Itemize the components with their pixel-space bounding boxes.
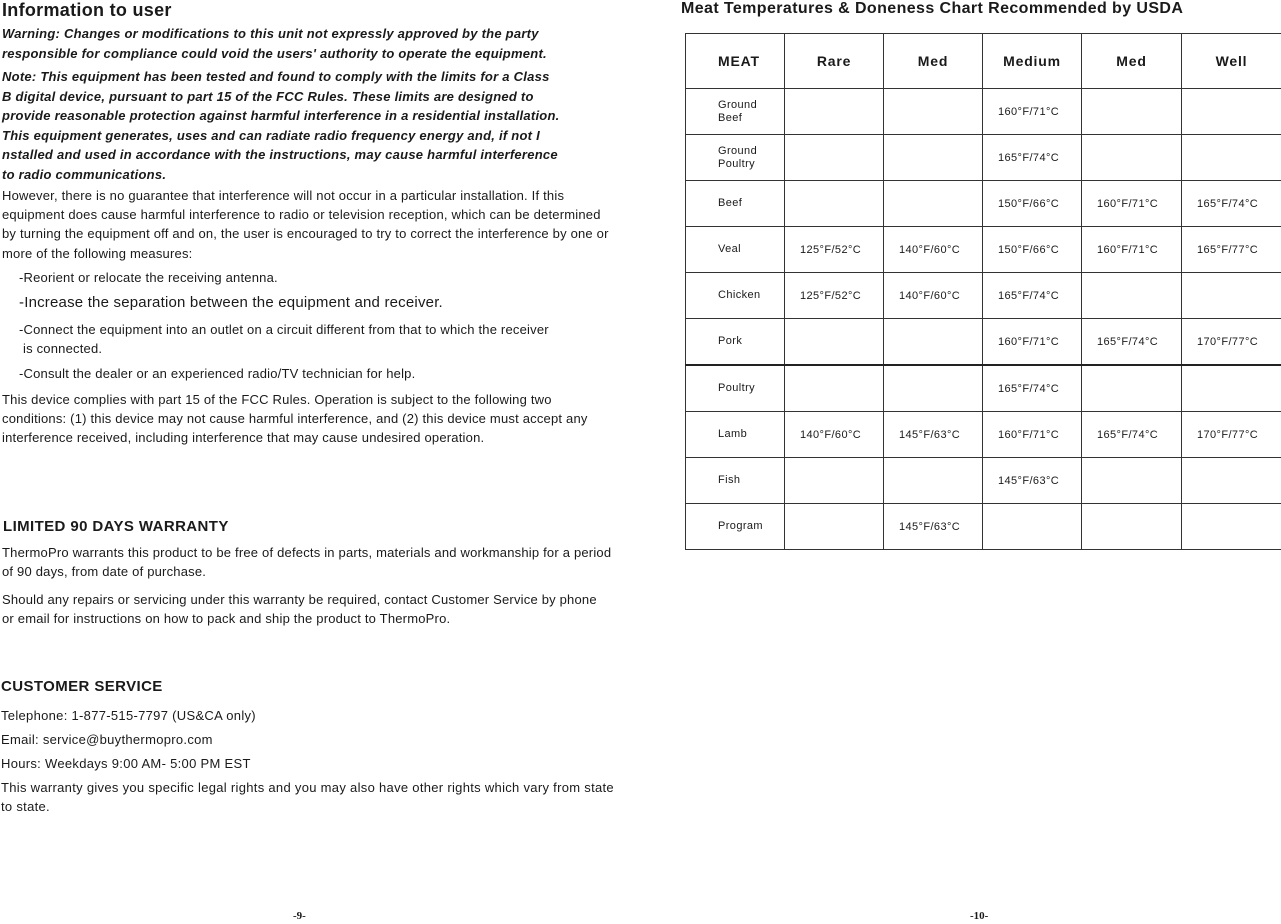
temp-cell-well bbox=[1182, 273, 1281, 319]
temp-cell-well: 165°F/74°C bbox=[1182, 181, 1281, 227]
temp-cell-well: 170°F/77°C bbox=[1182, 319, 1281, 366]
table-body bbox=[686, 89, 1281, 550]
column-header-med-rare: Med bbox=[884, 34, 983, 89]
temp-cell-med-rare bbox=[884, 181, 983, 227]
meat-name-cell bbox=[686, 181, 785, 227]
warranty-paragraph: ThermoPro warrants this product to be free of defects in parts, materials and workmanship for a period of 90 days, from date of purchase. bbox=[2, 545, 612, 580]
temp-cell-medium: 165°F/74°C bbox=[983, 135, 1082, 181]
table-row bbox=[686, 365, 1281, 412]
temp-cell-well bbox=[1182, 89, 1281, 135]
meat-name: Poultry bbox=[718, 157, 756, 170]
temp-cell-medium: 150°F/66°C bbox=[983, 181, 1082, 227]
column-header-medium: Medium bbox=[983, 34, 1082, 89]
note-line: B digital device, pursuant to part 15 of the FCC Rules. These limits are designed to bbox=[2, 88, 534, 104]
temp-cell-well bbox=[1182, 365, 1281, 412]
temp-cell-rare: 125°F/52°C bbox=[785, 273, 884, 319]
temp-cell-med-rare: 140°F/60°C bbox=[884, 273, 983, 319]
note-line: to radio communications. bbox=[2, 166, 167, 182]
meat-name: Lamb bbox=[718, 428, 748, 440]
temp-cell-medium bbox=[983, 504, 1082, 550]
table-row bbox=[686, 412, 1281, 458]
temp-cell-med-rare bbox=[884, 319, 983, 366]
temp-cell-rare bbox=[785, 319, 884, 366]
temp-cell-med-well bbox=[1082, 365, 1182, 412]
measure-item: -Connect the equipment into an outlet on a circuit different from that to which the receiver bbox=[19, 322, 549, 337]
temp-cell-med-well bbox=[1082, 273, 1182, 319]
temp-cell-rare bbox=[785, 181, 884, 227]
temp-cell-med-rare: 145°F/63°C bbox=[884, 504, 983, 550]
temp-cell-well: 165°F/77°C bbox=[1182, 227, 1281, 273]
temp-cell-medium: 145°F/63°C bbox=[983, 458, 1082, 504]
meat-name: Beef bbox=[718, 197, 743, 209]
column-header-med-well: Med bbox=[1082, 34, 1182, 89]
page-number-left: -9- bbox=[293, 910, 306, 922]
temp-cell-med-rare bbox=[884, 135, 983, 181]
warning-text: Warning: Changes or modifications to this unit not expressly approved by the party responsible for compliance could void the users' authority to operate the equipment. bbox=[2, 26, 547, 61]
table-row bbox=[686, 135, 1281, 181]
warranty-title: LIMITED 90 DAYS WARRANTY bbox=[3, 518, 229, 535]
meat-name-cell bbox=[686, 365, 785, 412]
meat-name-cell bbox=[686, 89, 785, 135]
table-row bbox=[686, 181, 1281, 227]
page-number-right: -10- bbox=[970, 910, 989, 922]
temp-cell-med-rare: 140°F/60°C bbox=[884, 227, 983, 273]
meat-name: Veal bbox=[718, 243, 742, 255]
note-line: nstalled and used in accordance with the instructions, may cause harmful interference bbox=[2, 147, 558, 163]
table-header-row bbox=[686, 34, 1281, 89]
meat-name-cell bbox=[686, 412, 785, 458]
temp-cell-med-rare bbox=[884, 365, 983, 412]
temp-cell-rare bbox=[785, 504, 884, 550]
table-row bbox=[686, 273, 1281, 319]
temp-cell-medium: 160°F/71°C bbox=[983, 412, 1082, 458]
temp-cell-well: 170°F/77°C bbox=[1182, 412, 1281, 458]
temp-cell-med-rare: 145°F/63°C bbox=[884, 412, 983, 458]
temp-cell-medium: 160°F/71°C bbox=[983, 319, 1082, 366]
meat-name-cell bbox=[686, 504, 785, 550]
meat-name-cell bbox=[686, 135, 785, 181]
temp-cell-med-well bbox=[1082, 458, 1182, 504]
table-row bbox=[686, 89, 1281, 135]
temp-cell-well bbox=[1182, 458, 1281, 504]
however-paragraph: However, there is no guarantee that interference will not occur in a particular installation. If this equipment does cause harmful interference to radio or television reception, which can be determined by turning the equipment off and on, the user is encouraged to try to correct the interference by one or more of the following measures: bbox=[2, 188, 609, 261]
column-header-rare: Rare bbox=[785, 34, 884, 89]
meat-name-cell bbox=[686, 458, 785, 504]
temp-cell-rare bbox=[785, 365, 884, 412]
measure-item: -Consult the dealer or an experienced radio/TV technician for help. bbox=[19, 366, 416, 381]
meat-name: Beef bbox=[718, 111, 743, 124]
note-line: provide reasonable protection against harmful interference in a residential installation. bbox=[2, 108, 560, 124]
note-block bbox=[2, 67, 610, 185]
meat-name-cell bbox=[686, 273, 785, 319]
complies-paragraph: This device complies with part 15 of the FCC Rules. Operation is subject to the following two conditions: (1) this device may not cause harmful interference, and (2) this device must accept any interference received, including interference that may cause undesired operation. bbox=[2, 392, 588, 446]
temp-cell-well bbox=[1182, 504, 1281, 550]
customer-service-title: CUSTOMER SERVICE bbox=[1, 678, 163, 695]
temp-cell-med-well: 165°F/74°C bbox=[1082, 319, 1182, 366]
temp-cell-med-well bbox=[1082, 89, 1182, 135]
meat-name: Poultry bbox=[718, 382, 756, 394]
measure-item: -Reorient or relocate the receiving antenna. bbox=[19, 270, 278, 285]
table-row bbox=[686, 504, 1281, 550]
table-row bbox=[686, 227, 1281, 273]
chart-title: Meat Temperatures & Doneness Chart Recommended by USDA bbox=[681, 0, 1184, 17]
info-title: Information to user bbox=[2, 0, 172, 20]
rights-paragraph: This warranty gives you specific legal rights and you may also have other rights which vary from state to state. bbox=[1, 780, 614, 815]
temp-cell-medium: 160°F/71°C bbox=[983, 89, 1082, 135]
doneness-table bbox=[685, 33, 1281, 550]
temp-cell-med-well bbox=[1082, 135, 1182, 181]
warranty-service-paragraph: Should any repairs or servicing under this warranty be required, contact Customer Service by phone or email for instructions on how to pack and ship the product to ThermoPro. bbox=[2, 592, 597, 627]
temp-cell-rare: 140°F/60°C bbox=[785, 412, 884, 458]
meat-name: Fish bbox=[718, 474, 741, 486]
temp-cell-med-well: 165°F/74°C bbox=[1082, 412, 1182, 458]
temp-cell-med-well: 160°F/71°C bbox=[1082, 181, 1182, 227]
temp-cell-med-rare bbox=[884, 458, 983, 504]
temp-cell-med-well: 160°F/71°C bbox=[1082, 227, 1182, 273]
meat-name: Pork bbox=[718, 335, 743, 347]
meat-name-cell bbox=[686, 227, 785, 273]
temp-cell-med-rare bbox=[884, 89, 983, 135]
note-line: This equipment generates, uses and can radiate radio frequency energy and, if not I bbox=[2, 127, 540, 143]
temp-cell-well bbox=[1182, 135, 1281, 181]
measure-item-continued: is connected. bbox=[23, 341, 103, 356]
temp-cell-rare bbox=[785, 89, 884, 135]
meat-name: Chicken bbox=[718, 289, 761, 301]
temp-cell-rare: 125°F/52°C bbox=[785, 227, 884, 273]
temp-cell-medium: 150°F/66°C bbox=[983, 227, 1082, 273]
temp-cell-rare bbox=[785, 458, 884, 504]
meat-name: Ground bbox=[718, 98, 758, 111]
meat-name-cell bbox=[686, 319, 785, 366]
measure-item: -Increase the separation between the equipment and receiver. bbox=[19, 294, 443, 311]
hours-line: Hours: Weekdays 9:00 AM- 5:00 PM EST bbox=[1, 756, 251, 771]
table-row bbox=[686, 319, 1281, 366]
temp-cell-medium: 165°F/74°C bbox=[983, 365, 1082, 412]
telephone-line: Telephone: 1-877-515-7797 (US&CA only) bbox=[1, 708, 256, 723]
meat-name: Program bbox=[718, 520, 763, 532]
temp-cell-rare bbox=[785, 135, 884, 181]
table-row bbox=[686, 458, 1281, 504]
column-header-well: Well bbox=[1182, 34, 1281, 89]
meat-name: Ground bbox=[718, 144, 758, 157]
note-line: Note: This equipment has been tested and found to comply with the limits for a Class bbox=[2, 69, 550, 84]
temp-cell-medium: 165°F/74°C bbox=[983, 273, 1082, 319]
email-line: Email: service@buythermopro.com bbox=[1, 732, 213, 747]
temp-cell-med-well bbox=[1082, 504, 1182, 550]
column-header-meat: MEAT bbox=[686, 34, 785, 89]
